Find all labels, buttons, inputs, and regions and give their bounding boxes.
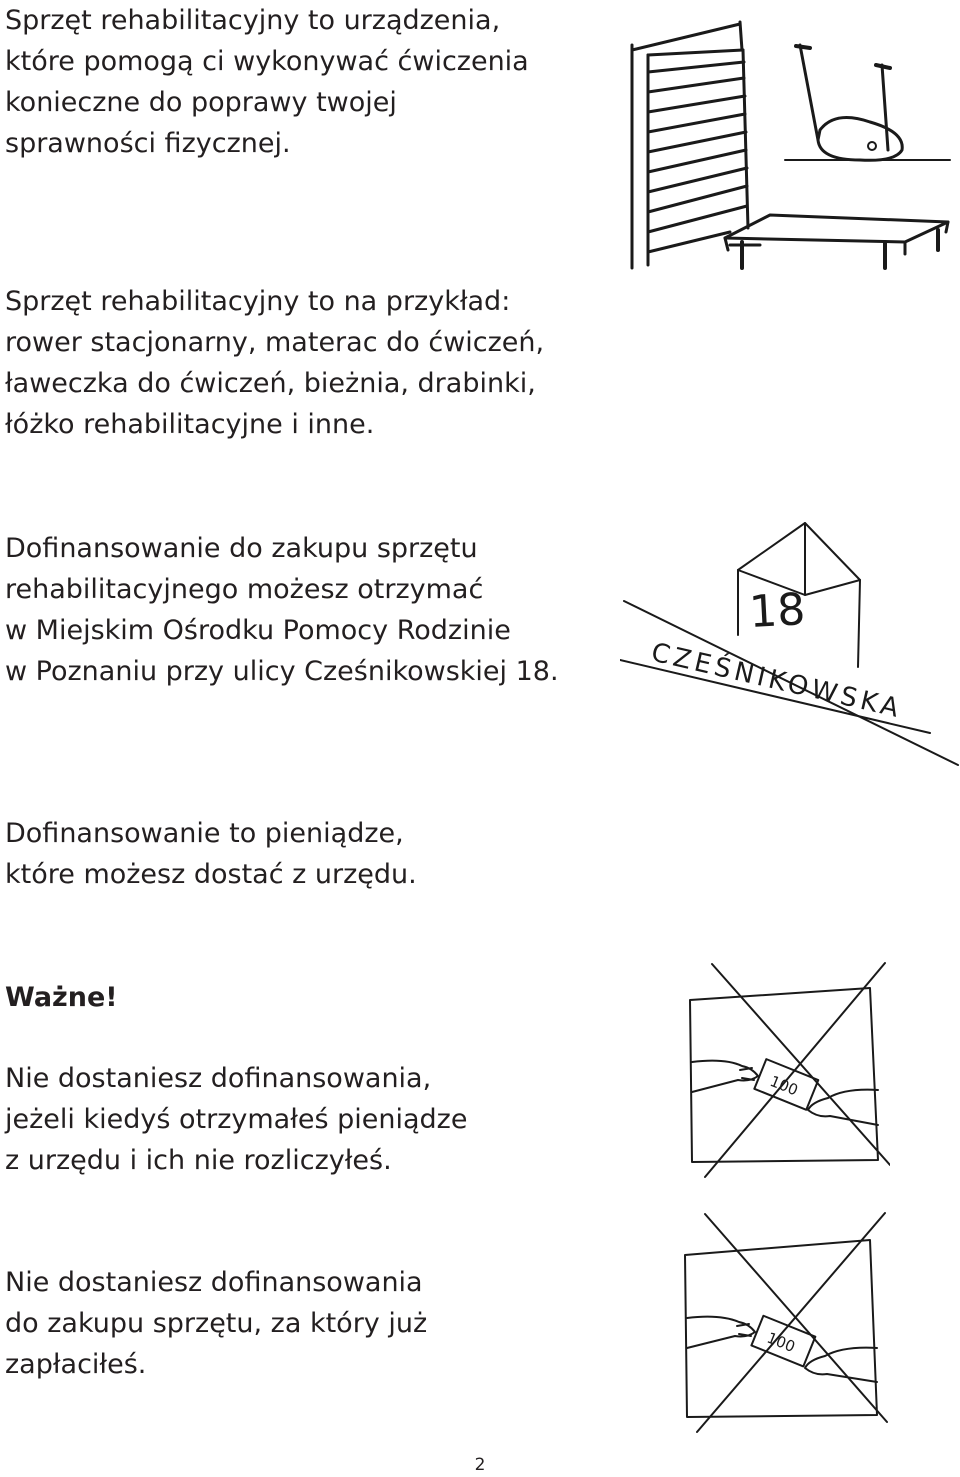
rehab-equipment-illustration [620, 10, 955, 275]
funding-location-paragraph: Dofinansowanie do zakupu sprzętu rehabilitacyjnego możesz otrzymać w Miejskim Ośrodku Pomocy Rodzinie w Poznaniu przy ulicy Cześnikowskiej 18. [5, 533, 559, 687]
house-number-text: 18 [747, 584, 807, 638]
street-address-illustration [620, 515, 960, 780]
page-number: 2 [474, 1455, 486, 1475]
banknote-value-text: 100 [764, 1328, 798, 1357]
crossed-money-handover-illustration-1 [680, 960, 890, 1180]
unsettled-funds-paragraph: Nie dostaniesz dofinansowania, jeżeli kiedyś otrzymałeś pieniądze z urzędu i ich nie rozliczyłeś. [5, 1063, 468, 1176]
crossed-money-handover-illustration-2 [675, 1210, 890, 1435]
intro-paragraph: Sprzęt rehabilitacyjny to urządzenia, które pomogą ci wykonywać ćwiczenia konieczne do poprawy twojej sprawności fizycznej. [5, 5, 529, 159]
important-heading: Ważne! [5, 982, 118, 1013]
banknote-value-text: 100 [767, 1071, 801, 1100]
examples-paragraph: Sprzęt rehabilitacyjny to na przykład: rower stacjonarny, materac do ćwiczeń, ławeczka do ćwiczeń, bieżnia, drabinki, łóżko rehabilitacyjne i inne. [5, 286, 545, 440]
already-paid-paragraph: Nie dostaniesz dofinansowania do zakupu sprzętu, za który już zapłaciłeś. [5, 1267, 428, 1380]
funding-definition-paragraph: Dofinansowanie to pieniądze, które możesz dostać z urzędu. [5, 818, 417, 890]
street-name-text: CZEŚNIKOWSKA [648, 637, 906, 725]
